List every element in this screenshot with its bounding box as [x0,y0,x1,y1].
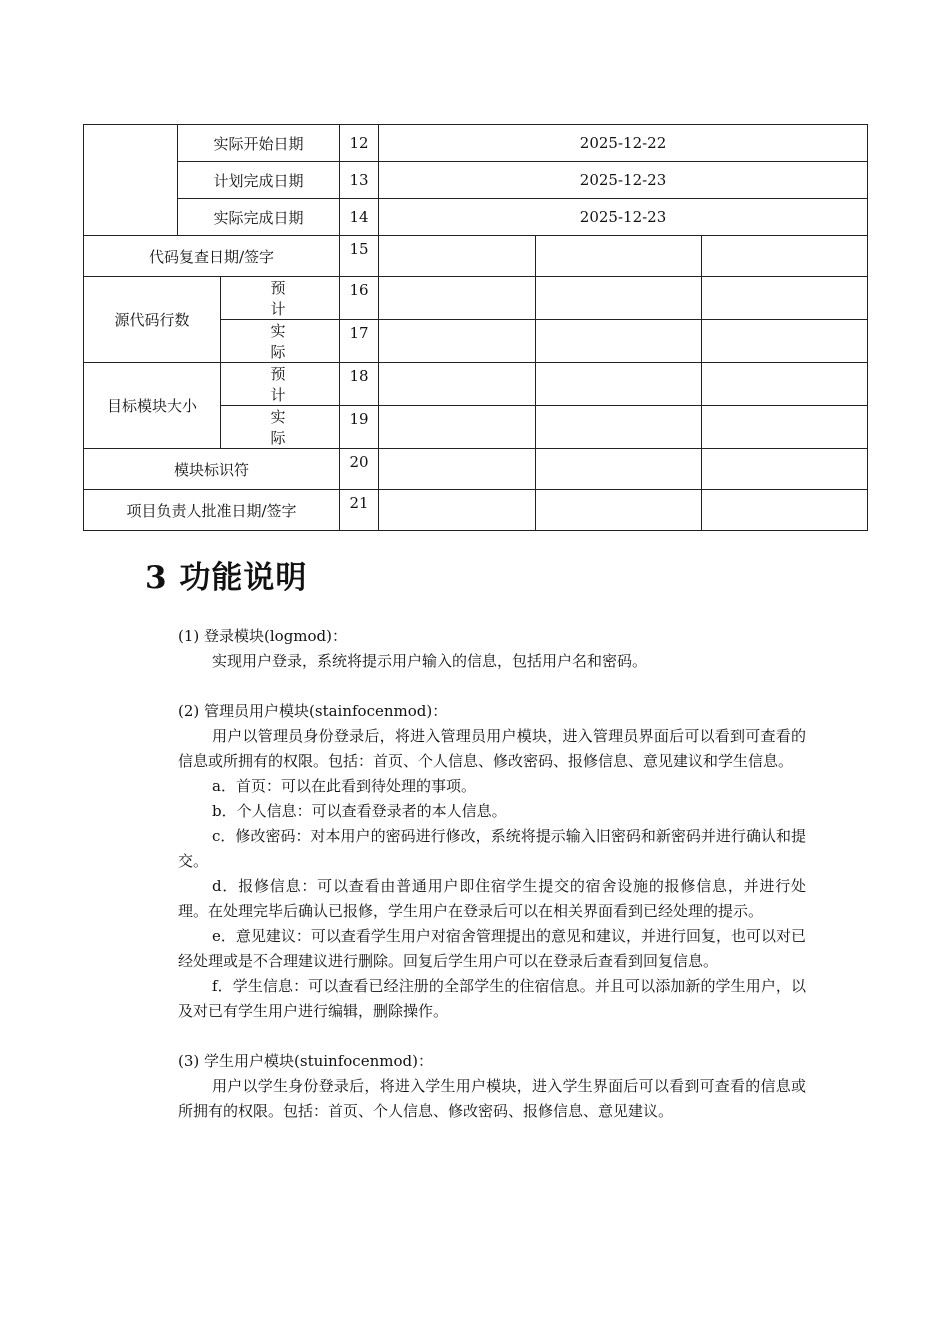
module-description: 用户以管理员身份登录后，将进入管理员用户模块，进入管理员界面后可以看到可查看的信息或所拥有的权限。包括：首页、个人信息、修改密码、报修信息、意见建议和学生信息。 [178,727,806,770]
table-row [84,236,868,277]
row-number: 14 [340,199,379,236]
empty-cell [702,236,868,277]
source-lines-label: 源代码行数 [84,277,221,363]
row-value: 2025-12-23 [379,199,868,236]
module-title: (2) 管理员用户模块(stainfocenmod)： [178,702,448,720]
row-number: 12 [340,125,379,162]
row-number: 21 [340,490,379,531]
row-label: 实际开始日期 [178,125,340,162]
empty-cell [536,490,702,531]
module-title: (1) 登录模块(logmod)： [178,627,348,645]
module-description: 用户以学生身份登录后，将进入学生用户模块，进入学生界面后可以看到可查看的信息或所拥有的权限。包括：首页、个人信息、修改密码、报修信息、意见建议。 [178,1077,806,1120]
empty-cell [536,277,702,320]
actual-label: 实 际 [221,406,340,449]
code-review-label: 代码复查日期/签字 [84,236,340,277]
empty-cell [702,449,868,490]
planned-label: 预 计 [221,363,340,406]
empty-cell [379,363,536,406]
feature-item: a．首页：可以在此看到待处理的事项。 [212,777,476,795]
row-label: 计划完成日期 [178,162,340,199]
row-number: 13 [340,162,379,199]
section-heading: 3 功能说明 [145,560,308,596]
empty-cell [702,320,868,363]
empty-cell [536,236,702,277]
row-number: 20 [340,449,379,490]
empty-cell [379,320,536,363]
table-row [84,277,868,320]
row-number: 15 [340,236,379,277]
feature-item: d．报修信息：可以查看由普通用户即住宿学生提交的宿舍设施的报修信息，并进行处理。在处理完毕后确认已报修，学生用户在登录后可以在相关界面看到已经处理的提示。 [178,877,806,920]
table-row [84,490,868,531]
row-value: 2025-12-23 [379,162,868,199]
row-value: 2025-12-22 [379,125,868,162]
empty-cell [379,449,536,490]
empty-cell [702,277,868,320]
empty-cell [379,490,536,531]
project-info-table [83,124,868,531]
spacer [178,674,806,699]
table-row [84,199,868,236]
empty-cell [536,449,702,490]
feature-item: e．意见建议：可以查看学生用户对宿舍管理提出的意见和建议，并进行回复，也可以对已经处理或是不合理建议进行删除。回复后学生用户可以在登录后查看到回复信息。 [178,927,806,970]
empty-cell [702,490,868,531]
row-number: 17 [340,320,379,363]
empty-cell [536,320,702,363]
empty-cell [702,406,868,449]
module-id-label: 模块标识符 [84,449,340,490]
empty-cell [702,363,868,406]
feature-item: c．修改密码：对本用户的密码进行修改，系统将提示输入旧密码和新密码并进行确认和提交。 [178,827,806,870]
planned-label: 预 计 [221,277,340,320]
row-label: 实际完成日期 [178,199,340,236]
table-row [84,449,868,490]
table-row [84,125,868,162]
table-row [84,162,868,199]
section-body [178,624,806,1124]
actual-label: 实 际 [221,320,340,363]
module-title: (3) 学生用户模块(stuinfocenmod)： [178,1052,433,1070]
empty-cell [536,363,702,406]
feature-item: f．学生信息：可以查看已经注册的全部学生的住宿信息。并且可以添加新的学生用户，以及对已有学生用户进行编辑，删除操作。 [178,977,806,1020]
empty-cell [379,236,536,277]
empty-cell [379,277,536,320]
module-size-label: 目标模块大小 [84,363,221,449]
feature-item: b．个人信息：可以查看登录者的本人信息。 [212,802,507,820]
row-number: 19 [340,406,379,449]
module-description: 实现用户登录，系统将提示用户输入的信息，包括用户名和密码。 [212,652,648,670]
merged-label-cell [84,125,178,236]
approval-label: 项目负责人批准日期/签字 [84,490,340,531]
empty-cell [536,406,702,449]
row-number: 18 [340,363,379,406]
empty-cell [379,406,536,449]
table-row [84,363,868,406]
row-number: 16 [340,277,379,320]
spacer [178,1024,806,1049]
